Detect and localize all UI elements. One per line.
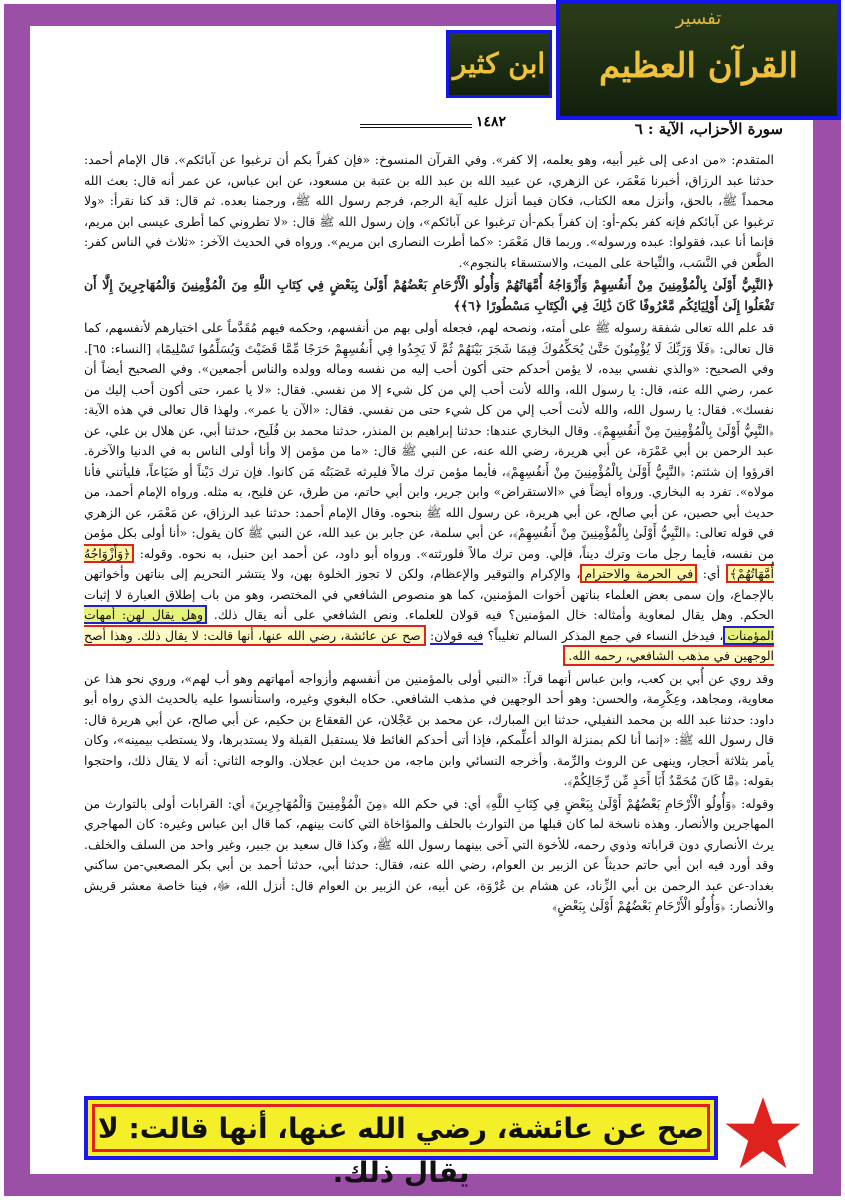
commentary-text: قد علم الله تعالى شفقة رسوله ﷺ على أمته، ونصحه لهم، فجعله أولى بهم من أنفسهم، وحكمه فيهم مُقَدَّماً على اختيارهم لأنفسهم، كما قال تعالى: ﴿فَلَا وَرَبِّكَ لَا يُؤْمِنُونَ حَتَّىٰ يُحَكِّمُوكَ فِيمَا شَجَرَ بَيْنَهُمْ ثُمَّ لَا يَجِدُوا فِي أَنفُسِهِمْ حَرَجًا مِّمَّا قَضَيْتَ وَيُسَلِّمُوا تَسْلِيمًا﴾ [النساء: ٦٥]. وفي الصحيح: «والذي نفسي بيده، لا يؤمن أحدكم حتى أكون أحب إليه من نفسه وماله وولده والناس أجمعين». وفي الصحيح أيضاً أن عمر، رضي الله عنه، قال: يا رسول الله، والله لأنت أحب إلي من كل شيء إلا من نفسي. فقال: «لا يا عمر، حتى أكون أحب إليك من نفسك». فقال: يا رسول الله، والله لأنت أحب إلي من كل شيء حتى من نفسي. فقال: «الآن يا عمر». ولهذا قال تعالى في هذه الآية: ﴿النَّبِيُّ أَوْلَىٰ بِالْمُؤْمِنِينَ مِنْ أَنفُسِهِمْ﴾. وقال البخاري عندها: حدثنا إبراهيم بن المنذر، حدثنا محمد بن فُلَيح، حدثنا أبي، عن هلال بن علي، عن عبد الرحمن بن أبي عَمْرَة، عن أبي هريرة، رضي الله عنه، عن النبي ﷺ قال: «ما من مؤمن إلا وأنا أولى الناس به في الدنيا والآخرة. اقرؤوا إن شئتم: ﴿النَّبِيُّ أَوْلَىٰ بِالْمُؤْمِنِينَ مِنْ أَنفُسِهِمْ﴾، فأيما مؤمن ترك مالاً فليرثه عَصَبَتُه مَن كانوا. فإن ترك دَيْناً أو ضَيَاعاً، فليأتني فأنا مولاه». تفرد به البخاري. ورواه أيضاً في «الاستقراض» وابن جرير، وابن أبي حاتم، من طرق، عن فليح، به مثله. ورواه الإمام أحمد، من حديث أبي حصين، عن أبي صالح، عن أبي هريرة، عن رسول الله ﷺ بنحوه. وقال الإمام أحمد: حدثنا عبد الرزاق، عن مَعْمَر، عن الزهري في قوله تعالى: ﴿النَّبِيُّ أَوْلَىٰ بِالْمُؤْمِنِينَ مِنْ أَنفُسِهِمْ﴾، عن أبي سلمة، عن جابر بن عبد الله، عن النبي ﷺ كان يقول: «أنا أولى بكل مؤمن من نفسه، فأيما رجل مات وترك ديناً، فإلي. ومن ترك مالاً فلورثته». ورواه أبو داود، عن أحمد ابن حنبل، به نحوه. وقوله: (84, 320, 774, 561)
respect-highlight: في الحرمة والاحترام (580, 564, 697, 583)
surah-title: سورة الأحزاب، الآية : ٦ (634, 120, 783, 138)
two-opinions-underline: فيه قولان: (430, 627, 484, 643)
quote-banner (84, 1096, 718, 1189)
paragraph-inheritance: وقوله: ﴿وَأُولُو الْأَرْحَامِ بَعْضُهُمْ أَوْلَىٰ بِبَعْضٍ فِي كِتَابِ اللَّهِ﴾ أي: في حكم الله ﴿مِنَ الْمُؤْمِنِينَ وَالْمُهَاجِرِينَ﴾ أي: القرابات أولى بالتوارث من المهاجرين والأنصار. وهذه ناسخة لما كان قبلها من التوارث بالحلف والمؤاخاة التي كانت بينهم، كما قال ابن عباس وغيره: كان المهاجري يرث الأنصاري دون قراباته وذوي رحمه، للأخوة التي آخى بينهما رسول الله ﷺ، وكذا قال سعيد بن جبير، وغير واحد من السلف والخلف. وقد أورد فيه ابن أبي حاتم حديثاً عن الزبير بن العوام، رضي الله عنه، فقال: حدثنا أبي، حدثنا أحمد بن أبي بكر المصعبي-من ساكني بغداد-عن عبد الرحمن بن أبي الزِّناد، عن هشام بن عُرْوَة، عن أبيه، عن الزبير بن العوام قال: أنزل الله، ﷻ، فينا خاصة معشر قريش والأنصار: ﴿وَأُولُو الْأَرْحَامِ بَعْضُهُمْ أَوْلَىٰ بِبَعْضٍ﴾ (84, 795, 774, 913)
commentary-end: ، فيدخل النساء في جمع المذكر السالم تغليباً؟ (487, 627, 724, 643)
paragraph-commentary (84, 318, 774, 667)
tafsir-text (84, 150, 774, 919)
paragraph-narrations: وقد روي عن أُبي بن كعب، وابن عباس أنهما قرآ: «النبي أولى بالمؤمنين من أنفسهم وأزواجه أمهاتهم وهو أب لهم»، وروي نحو هذا عن معاوية، ومجاهد، وعِكْرِمة، والحسن: وهو أحد الوجهين في مذهب الشافعي. حكاه البغوي وغيره، واستأنسوا عليه بالحديث الذي رواه أبو داود: حدثنا عبد الله بن محمد النفيلي، حدثنا ابن المبارك، عن محمد بن عَجْلان، عن القعقاع بن حكيم، عن أبي صالح، عن أبي هريرة قال: قال رسول الله ﷺ: «إنما أنا لكم بمنزلة الوالد أعلِّمكم، فإذا أتى أحدكم الغائط فلا يستقبل القبلة ولا يستدبرها، ولا يستطب بيمينه»، وكان يأمر بثلاثة أحجار، وينهى عن الروث والرِّمة. وأخرجه النسائي وابن ماجه، من حديث ابن عجلان. والوجه الثاني: أنه لا يقال ذلك، واحتجوا بقوله: ﴿مَّا كَانَ مُحَمَّدٌ أَبَا أَحَدٍ مِّن رِّجَالِكُمْ﴾. (84, 670, 774, 788)
author-banner: ابن كثير (446, 30, 552, 98)
book-title-banner (556, 0, 841, 120)
book-title-small: تفسير (675, 8, 722, 29)
quote-banner-text: صح عن عائشة، رضي الله عنها، أنها قالت: لا يقال ذلك. (92, 1104, 710, 1152)
commentary-cont: ، والإكرام والتوقير والإعظام، ولكن لا تجوز الخلوة بهن، ولا ينتشر التحريم إلى بناتهن وأخواتهن بالإجماع، وإن سمى بعض العلماء بناتهن أخوات المؤمنين، كما هو منصوص الشافعي في المختصر، وهو من باب إطلاق العبارة لا إثبات الحكم. وهل يقال لمعاوية وأمثاله: خال المؤمنين؟ فيه قولان للعلماء. ونص الشافعي على أنه يقال ذلك. (84, 566, 774, 622)
ayah-verse: ﴿النَّبِيُّ أَوْلَىٰ بِالْمُؤْمِنِينَ مِنْ أَنفُسِهِمْ وَأَزْوَاجُهُ أُمَّهَاتُهُمْ وَأُولُو الْأَرْحَامِ بَعْضُهُمْ أَوْلَىٰ بِبَعْضٍ فِي كِتَابِ اللَّهِ مِنَ الْمُؤْمِنِينَ وَالْمُهَاجِرِينَ إِلَّا أَن تَفْعَلُوا إِلَىٰ أَوْلِيَائِكُم مَّعْرُوفًا كَانَ ذَٰلِكَ فِي الْكِتَابِ مَسْطُورًا ﴿٦﴾﴾ (84, 277, 774, 313)
page-number-rule (360, 114, 510, 130)
question-highlight: وهل يقال لهن: أمهات المؤمنات (84, 607, 774, 643)
page-number: ١٤٨٢ (472, 114, 510, 130)
paragraph-intro: المتقدم: «من ادعى إلى غير أبيه، وهو يعلمه، إلا كفر». وفي القرآن المنسوخ: «فإن كفراً بكم أن ترغبوا عن آبائكم». قال الإمام أحمد: حدثنا عبد الرزاق، أخبرنا مَعْمَر، عن الزهري، عن عبيد الله بن عبد الله بن عتبة بن مسعود، عن ابن عباس، عن عمر أنه قال: بعث الله محمداً ﷺ، بالحق، وأنزل معه الكتاب، فكان فيما أنزل عليه آية الرجم، فرجم رسول الله ﷺ، ورجمنا بعده. ثم قال: قد كنا نقرأ: «ولا ترغبوا عن آبائكم فإنه كفر بكم-أو: إن كفراً بكم-أن ترغبوا عن آبائكم»، وإن رسول الله ﷺ قال: «لا تطروني كما أطرى عيسى ابن مريم، فإنما أنا عبد، فقولوا: عبده ورسوله». وربما قال مَعْمَر: «كما أطرت النصارى ابن مريم». ورواه في الحديث الآخر: «ثلاث في الناس كفر: الطَّعن في النَّسَب، والنِّياحة على الميت، والاستسقاء بالنجوم». (84, 152, 774, 270)
book-title-big: القرآن العظيم (598, 46, 798, 86)
aisha-highlight: صح عن عائشة، رضي الله عنها، أنها قالت: لا يقال ذلك. وهذا أصح الوجهين في مذهب الشافعي، رحمه الله. (84, 625, 774, 667)
red-star-icon (724, 1094, 802, 1172)
commentary-ay: أي: (702, 566, 721, 581)
wives-ayah-highlight: ﴿وَأَزْوَاجُهُ أُمَّهَاتُهُمْ﴾ (84, 545, 774, 581)
